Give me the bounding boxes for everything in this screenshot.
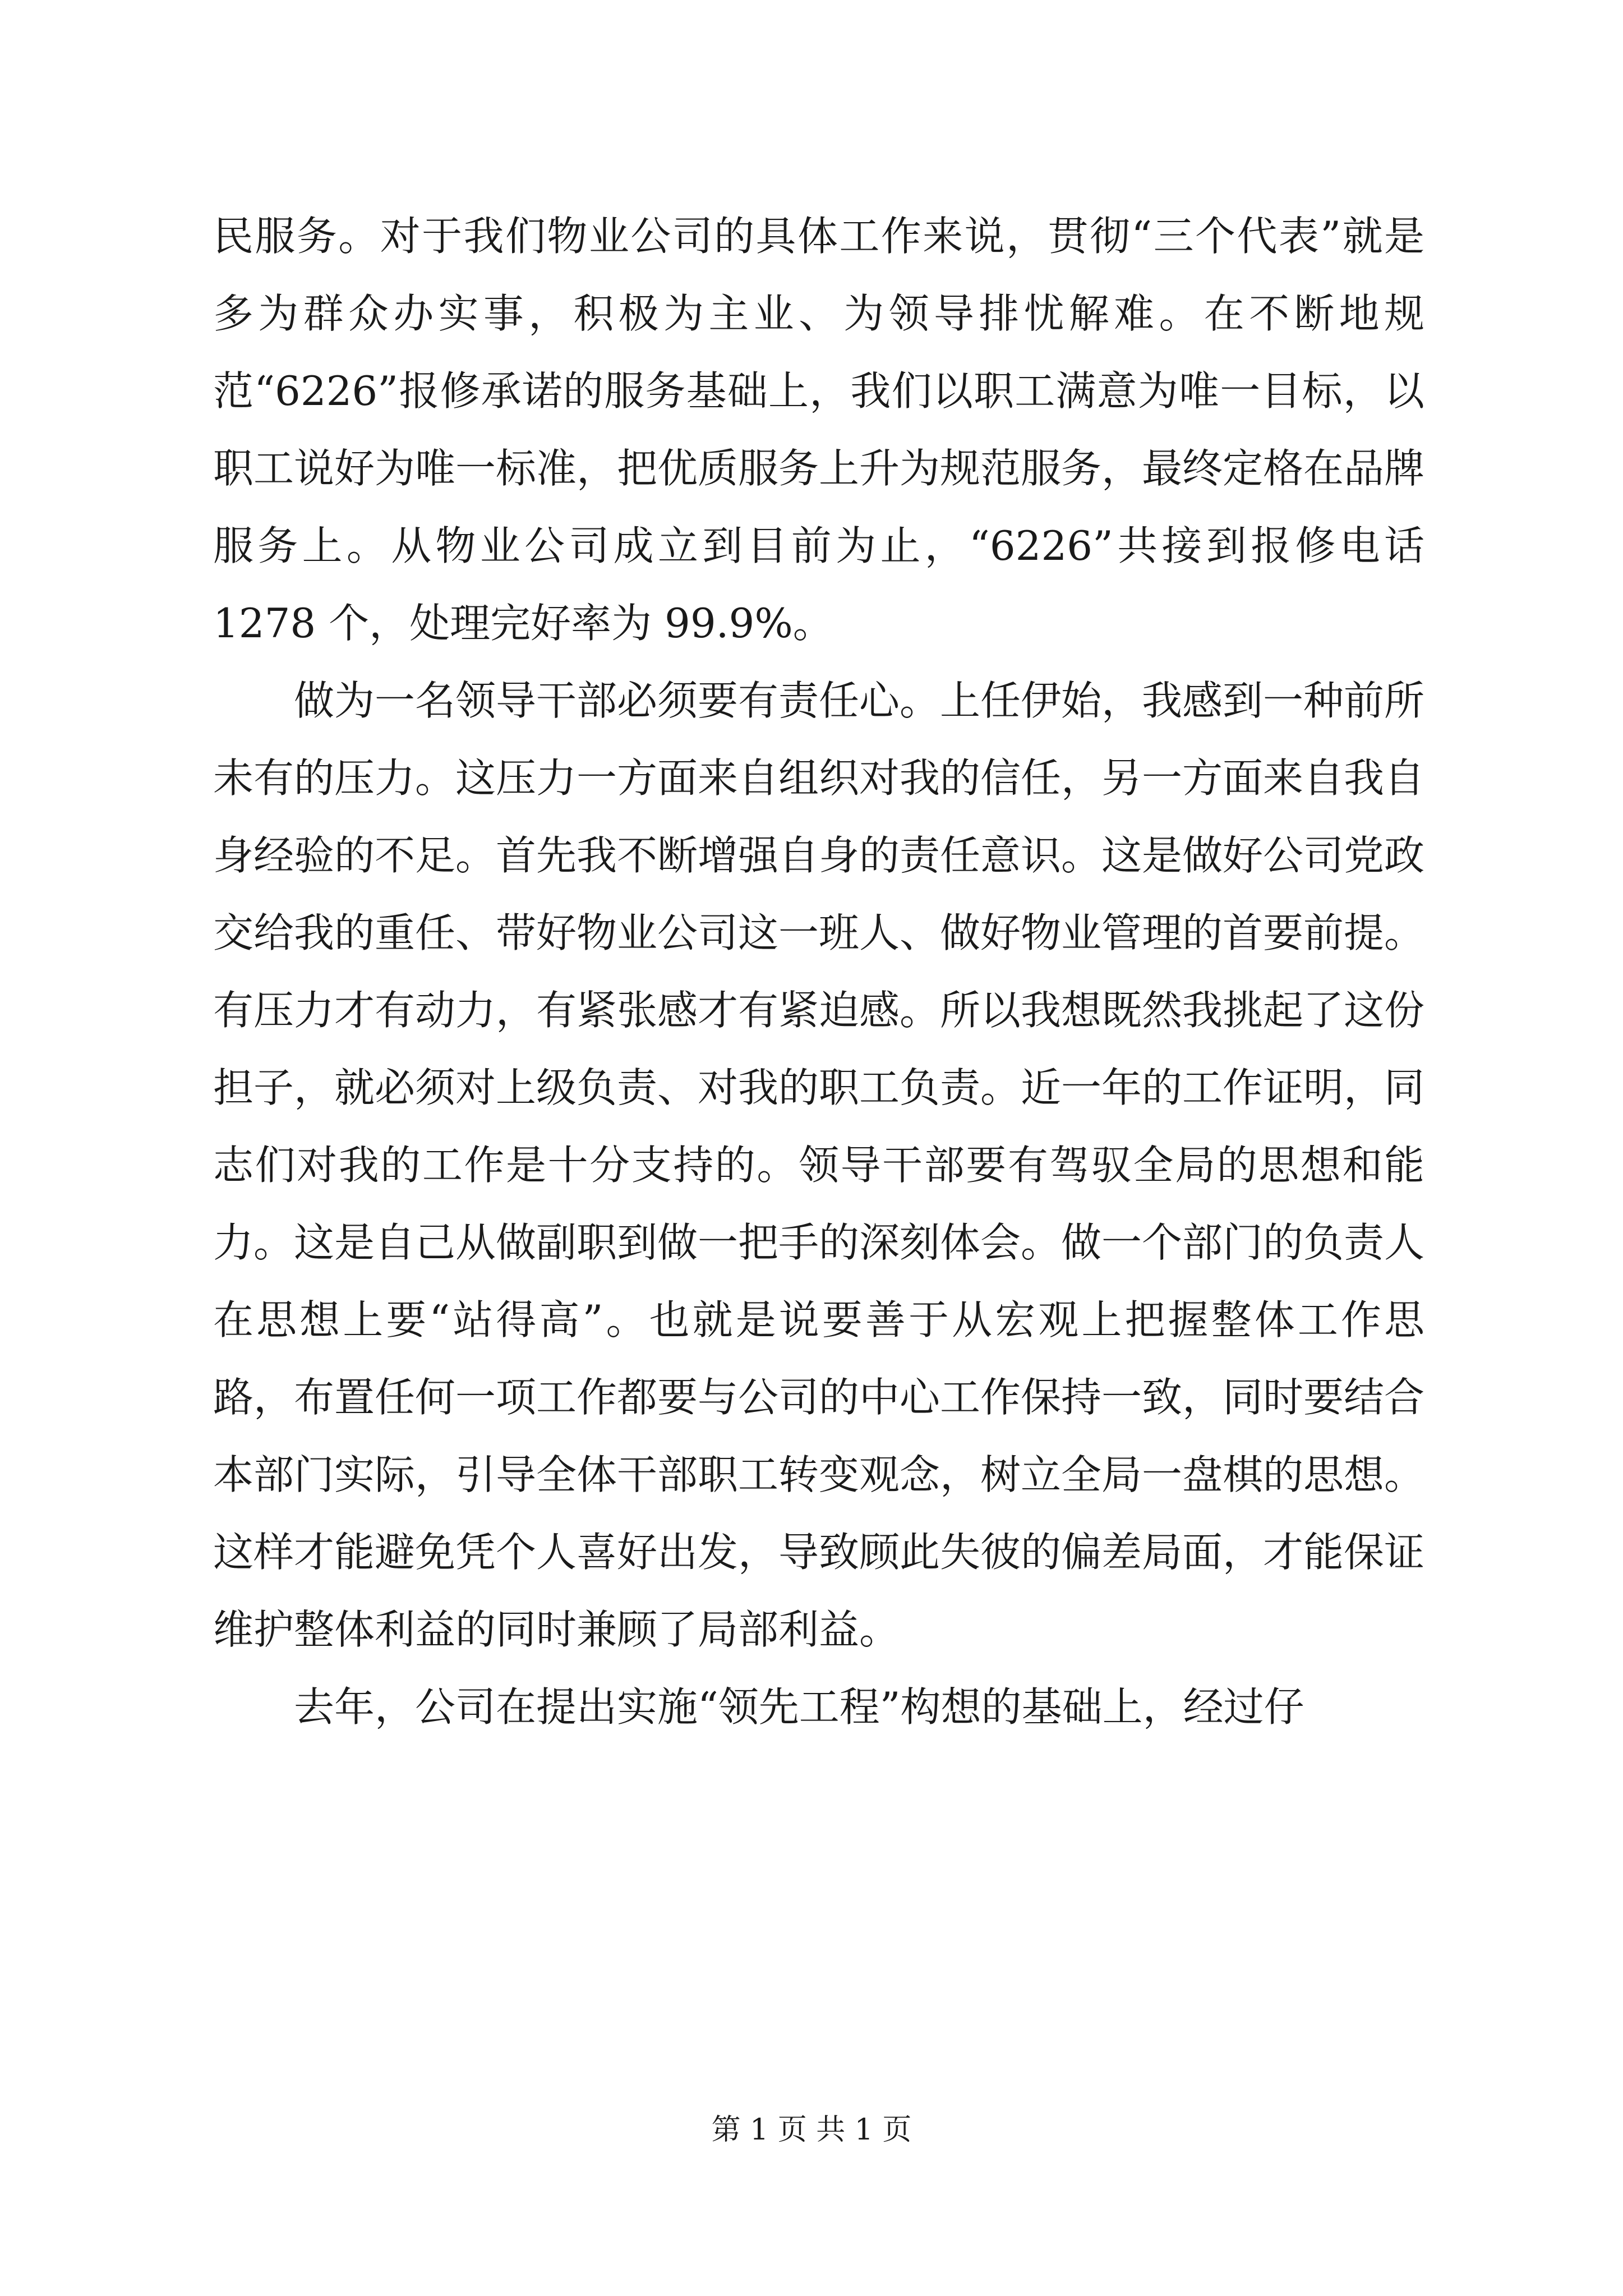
paragraph-3: 去年，公司在提出实施“领先工程”构想的基础上，经过仔 [294, 1683, 1304, 1731]
document-body [213, 197, 1424, 1746]
paragraph-1: 民服务。对于我们物业公司的具体工作来说，贯彻“三个代表”就是多为群众办实事，积极为主业、为领导排忧解难。在不断地规范“6226”报修承诺的服务基础上，我们以职工满意为唯一目标，以职工说好为唯一标准，把优质服务上升为规范服务，最终定格在品牌服务上。从物业公司成立到目前为止，“6226”共接到报修电话 1278 个，处理完好率为 99.9%。 [213, 213, 1425, 647]
paragraph-2: 做为一名领导干部必须要有责任心。上任伊始，我感到一种前所未有的压力。这压力一方面来自组织对我的信任，另一方面来自我自身经验的不足。首先我不断增强自身的责任意识。这是做好公司党政交给我的重任、带好物业公司这一班人、做好物业管理的首要前提。有压力才有动力，有紧张感才有紧迫感。所以我想既然我挑起了这份担子，就必须对上级负责、对我的职工负责。近一年的工作证明，同志们对我的工作是十分支持的。领导干部要有驾驭全局的思想和能力。这是自己从做副职到做一把手的深刻体会。做一个部门的负责人在思想上要“站得高”。也就是说要善于从宏观上把握整体工作思路，布置任何一项工作都要与公司的中心工作保持一致，同时要结合本部门实际，引导全体干部职工转变观念，树立全局一盘棋的思想。这样才能避免凭个人喜好出发，导致顾此失彼的偏差局面，才能保证维护整体利益的同时兼顾了局部利益。 [213, 677, 1425, 1653]
page-footer: 第 1 页 共 1 页 [711, 2113, 912, 2147]
